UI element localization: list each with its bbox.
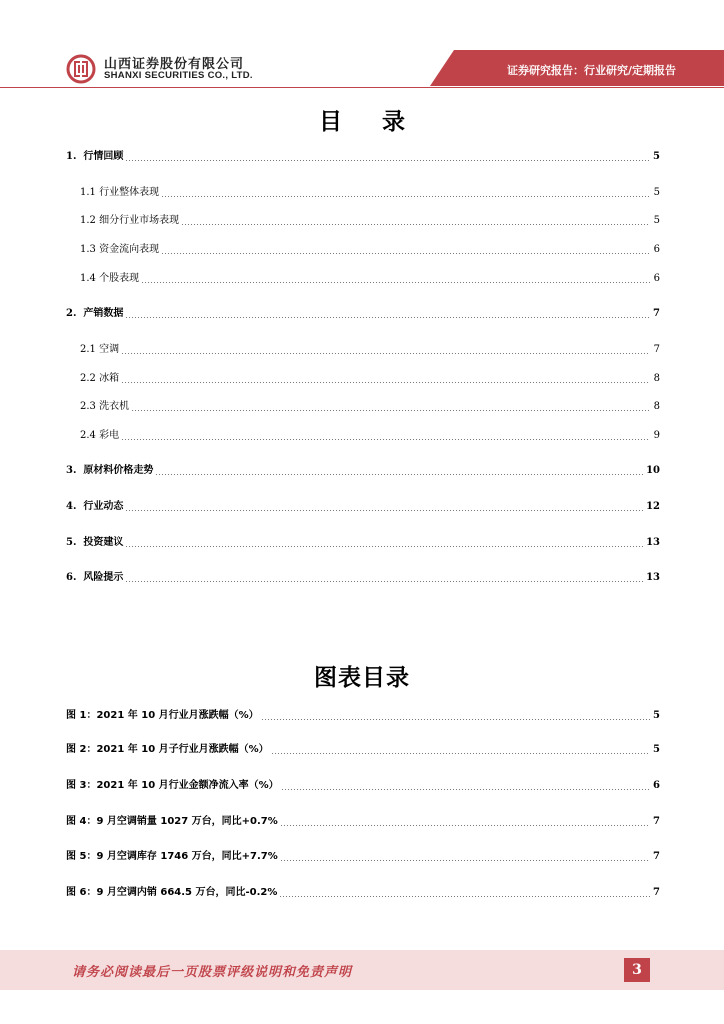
page-header (0, 0, 724, 92)
toc-entry-page: 13 (646, 572, 660, 583)
toc-entry[interactable] (66, 571, 660, 585)
toc-entry[interactable] (80, 186, 660, 200)
toc-entry-page: 7 (653, 308, 660, 319)
toc-entry-number: 6. (66, 572, 77, 583)
company-name-cn: 山西证券股份有限公司 (104, 57, 245, 72)
toc-entry-label: 产销数据 (83, 308, 124, 319)
figure-entry[interactable] (66, 709, 660, 723)
figure-entry-label: 图 3：2021 年 10 月行业金额净流入率（%） (66, 780, 279, 791)
figure-entry-page: 6 (653, 780, 660, 791)
toc-entry-label: 风险提示 (83, 572, 124, 583)
leader-dots (280, 860, 650, 861)
toc-entry[interactable] (80, 429, 660, 443)
toc-entry-label: 原材料价格走势 (83, 465, 154, 476)
toc-entry-label: 资金流向表现 (99, 244, 160, 255)
toc-entry-number: 2.1 (80, 344, 96, 355)
leader-dots (181, 224, 650, 225)
leader-dots (121, 353, 650, 354)
figure-entry-label: 图 1：2021 年 10 月行业月涨跌幅（%） (66, 710, 259, 721)
leader-dots (125, 510, 644, 511)
figure-entry-label: 图 6：9 月空调内销 664.5 万台，同比-0.2% (66, 887, 278, 898)
toc-entry-number: 1.1 (80, 187, 96, 198)
figure-entry[interactable] (66, 743, 660, 757)
leader-dots (280, 825, 650, 826)
toc-entry-page: 9 (653, 430, 660, 441)
toc-entry-number: 1.2 (80, 215, 96, 226)
toc-entry-page: 8 (653, 373, 660, 384)
figure-entry-page: 5 (653, 744, 660, 755)
disclaimer-notice: 请务必阅读最后一页股票评级说明和免责声明 (72, 965, 353, 980)
toc-entry[interactable] (66, 536, 660, 550)
toc-entry[interactable] (66, 150, 660, 164)
toc-entry-page: 5 (653, 215, 660, 226)
figure-entry-label: 图 2：2021 年 10 月子行业月涨跌幅（%） (66, 744, 269, 755)
toc-entry-number: 5. (66, 537, 77, 548)
toc-entry-label: 个股表现 (99, 273, 140, 284)
leader-dots (141, 282, 650, 283)
toc-entry-label: 彩电 (99, 430, 120, 441)
toc-entry-number: 1.3 (80, 244, 96, 255)
toc-entry-page: 7 (653, 344, 660, 355)
toc-entry-label: 细分行业市场表现 (99, 215, 180, 226)
toc-entry[interactable] (66, 500, 660, 514)
toc-title: 目 录 (318, 109, 421, 135)
leader-dots (155, 474, 644, 475)
leader-dots (121, 382, 650, 383)
leader-dots (125, 581, 644, 582)
toc-entry-page: 5 (653, 187, 660, 198)
toc-entry-label: 投资建议 (83, 537, 124, 548)
toc-entry-number: 2.4 (80, 430, 96, 441)
toc-entry-page: 5 (653, 151, 660, 162)
toc-entry-page: 10 (646, 465, 660, 476)
toc-entry[interactable] (80, 400, 660, 414)
toc-entry-number: 2.2 (80, 373, 96, 384)
toc-entry-number: 4. (66, 501, 77, 512)
toc-entry-page: 13 (646, 537, 660, 548)
leader-dots (279, 896, 650, 897)
toc-entry-page: 6 (653, 244, 660, 255)
leader-dots (125, 160, 650, 161)
figure-entry-label: 图 5：9 月空调库存 1746 万台，同比+7.7% (66, 851, 278, 862)
toc-entry[interactable] (80, 243, 660, 257)
toc-entry-label: 洗衣机 (99, 401, 130, 412)
toc-entry[interactable] (66, 464, 660, 478)
figure-entry-page: 7 (653, 816, 660, 827)
toc-entry-label: 行情回顾 (83, 151, 124, 162)
toc-entry[interactable] (80, 214, 660, 228)
page-number: 3 (624, 958, 650, 982)
toc-entry-number: 1.4 (80, 273, 96, 284)
leader-dots (161, 253, 650, 254)
toc-entry-number: 1. (66, 151, 77, 162)
figure-entry-label: 图 4：9 月空调销量 1027 万台，同比+0.7% (66, 816, 278, 827)
toc-entry-label: 空调 (99, 344, 120, 355)
toc-entry-label: 冰箱 (99, 373, 120, 384)
toc-entry-page: 12 (646, 501, 660, 512)
figure-entry[interactable] (66, 815, 660, 829)
figure-list-title: 图表目录 (314, 665, 410, 691)
figure-entry-page: 5 (653, 710, 660, 721)
leader-dots (161, 196, 650, 197)
toc-entry[interactable] (80, 272, 660, 286)
figure-entry[interactable] (66, 850, 660, 864)
toc-entry-number: 3. (66, 465, 77, 476)
figure-entry-page: 7 (653, 887, 660, 898)
leader-dots (261, 719, 650, 720)
figure-entry[interactable] (66, 779, 660, 793)
leader-dots (125, 546, 644, 547)
toc-entry[interactable] (80, 372, 660, 386)
toc-entry-page: 6 (653, 273, 660, 284)
toc-entry-number: 2.3 (80, 401, 96, 412)
figure-entry[interactable] (66, 886, 660, 900)
leader-dots (271, 753, 650, 754)
toc-entry[interactable] (66, 307, 660, 321)
header-divider (0, 87, 724, 88)
toc-entry[interactable] (80, 343, 660, 357)
leader-dots (281, 789, 650, 790)
company-logo-icon (66, 54, 96, 84)
toc-entry-label: 行业动态 (83, 501, 124, 512)
toc-entry-page: 8 (653, 401, 660, 412)
toc-entry-number: 2. (66, 308, 77, 319)
leader-dots (121, 439, 650, 440)
toc-entry-label: 行业整体表现 (99, 187, 160, 198)
leader-dots (125, 317, 650, 318)
figure-entry-page: 7 (653, 851, 660, 862)
leader-dots (131, 410, 650, 411)
company-name-en: SHANXI SECURITIES CO., LTD. (104, 70, 253, 81)
report-type: 证券研究报告：行业研究/定期报告 (506, 64, 676, 77)
page-footer (0, 950, 724, 990)
